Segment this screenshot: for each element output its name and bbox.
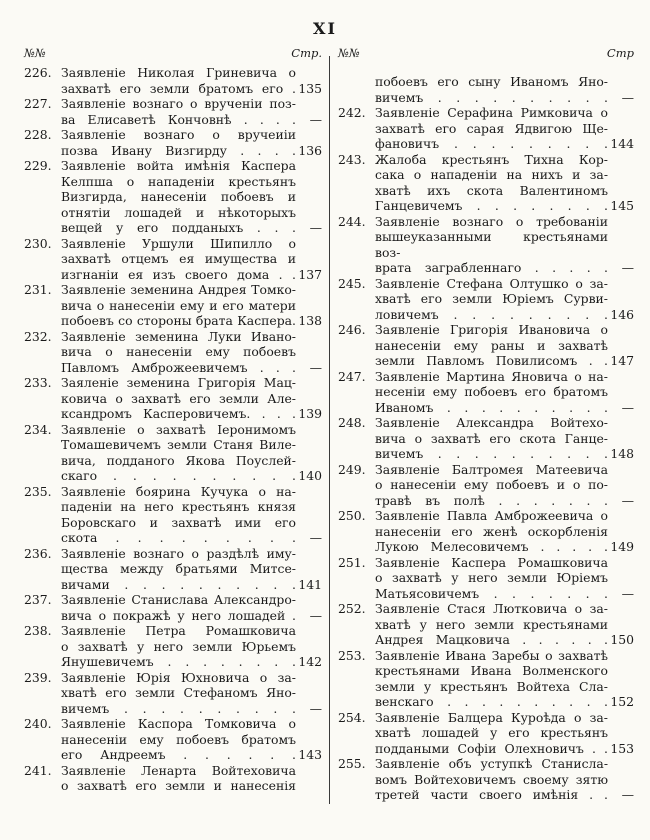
- toc-entry-page: —: [621, 399, 634, 415]
- toc-entry-number: 235.: [24, 483, 52, 499]
- toc-entry-line: Заявленіе Стася Лютковича о за-: [375, 601, 608, 616]
- toc-entry: [338, 601, 634, 648]
- toc-entry: [338, 462, 634, 509]
- toc-entry-line: Заяленіе земенина Григорія Мац-: [61, 375, 296, 390]
- toc-entry: [338, 369, 634, 416]
- toc-entry-line: вича о захватѣ его скота Ганце-: [375, 430, 608, 446]
- toc-entry-number: 230.: [24, 235, 52, 251]
- toc-entry-page: —: [621, 492, 634, 508]
- toc-entry-line: Заявленіе Балцера Куроѣда о за-: [375, 709, 608, 725]
- toc-entry: [24, 670, 322, 717]
- toc-entry-line: паденіи на него крестьянъ князя: [61, 499, 296, 514]
- toc-entry-line: Заявленіе земенина Луки Ивано-: [61, 328, 296, 344]
- toc-entry-number: 233.: [24, 375, 52, 390]
- toc-entry: [24, 763, 322, 794]
- toc-entry-number: 247.: [338, 368, 366, 384]
- right-column: [338, 46, 634, 803]
- toc-entry-page: 139: [298, 406, 322, 421]
- toc-entry-page: 149: [610, 539, 634, 554]
- toc-entry-line: Заявленіе Юрія Юхновича о за-: [61, 669, 296, 685]
- toc-entry-line: Заявленіе Мартина Яновича о на-: [375, 368, 608, 384]
- toc-entry-line: отнятіи лошадей и нѣкоторыхъ: [61, 204, 296, 220]
- toc-entry-page: 146: [610, 306, 634, 322]
- toc-entry-line: нанесеніи ему раны и захватѣ: [375, 337, 608, 353]
- toc-entry-line: хватѣ его земли Стефаномъ Яно-: [61, 685, 296, 700]
- toc-entry: [24, 592, 322, 623]
- toc-entry-number: 238.: [24, 623, 52, 638]
- toc-entry-page: 143: [298, 747, 322, 762]
- toc-entry: [338, 648, 634, 710]
- column-divider-rule: [329, 56, 330, 804]
- toc-entry-line: крестьянами Ивана Волменского: [375, 663, 608, 678]
- toc-entry-number: 228.: [24, 127, 52, 142]
- toc-entry: [24, 375, 322, 422]
- toc-entry-line: вомъ Войтеховичемъ своему зятю: [375, 771, 608, 787]
- toc-entry: [24, 96, 322, 127]
- toc-entry-number: 241.: [24, 762, 52, 778]
- toc-entry-line: Заявленіе вознаго о требованіи: [375, 213, 608, 229]
- toc-entry-number: 250.: [338, 508, 366, 523]
- toc-entry-number: 255.: [338, 756, 366, 771]
- toc-entry-line: вича, подданого Якова Поуслей-: [61, 452, 296, 468]
- toc-entry-line: о захватѣ у него земли Юріемъ: [375, 570, 608, 585]
- toc-entry-line: его Андреемъ . . . . . .: [61, 747, 296, 762]
- toc-entry-line: захватѣ его земли братомъ его .: [61, 80, 296, 96]
- right-column-entries: [338, 74, 634, 803]
- toc-entry-line: Лукою Мелесовичемъ . . . . .: [375, 539, 608, 554]
- toc-entry-line: вичемъ . . . . . . . . . .: [375, 446, 608, 461]
- toc-entry-line: Заявленіе Каспора Томковича о: [61, 716, 296, 731]
- toc-entry-line: побоевъ его сыну Иваномъ Яно-: [375, 74, 608, 89]
- toc-entry: [24, 236, 322, 283]
- toc-entry-line: Янушевичемъ . . . . . . . .: [61, 654, 296, 669]
- toc-entry-line: вещей у его подданыхъ . . .: [61, 220, 296, 235]
- page-column-label: Стр.: [291, 46, 322, 60]
- toc-entry-line: вича о покражѣ у него лошадей .: [61, 607, 296, 623]
- toc-entry-line: Келпша о нападеніи крестьянъ: [61, 173, 296, 189]
- toc-entry-line: Заявленіе Александра Войтехо-: [375, 415, 608, 430]
- toc-entry-line: Заявленіе Стефана Олтушко о за-: [375, 275, 608, 291]
- toc-entry-page: 147: [610, 353, 634, 368]
- toc-entry: [24, 716, 322, 763]
- toc-entry-number: 242.: [338, 105, 366, 120]
- toc-entry: [338, 74, 634, 105]
- toc-entry: [338, 276, 634, 323]
- toc-entry-line: венскаго . . . . . . . . . .: [375, 694, 608, 709]
- toc-entry-number: 234.: [24, 421, 52, 437]
- toc-entry-line: несеніи ему побоевъ его братомъ: [375, 384, 608, 399]
- toc-entry: [24, 282, 322, 329]
- toc-entry-line: Заявленіе Балтромея Матеевича: [375, 461, 608, 477]
- toc-entry-line: нанесеніи ему побоевъ братомъ: [61, 731, 296, 747]
- toc-entry-page: 136: [298, 142, 322, 158]
- toc-entry-number: 237.: [24, 592, 52, 607]
- left-column: [24, 46, 322, 794]
- toc-entry-number: 254.: [338, 709, 366, 725]
- toc-entry-number: 253.: [338, 647, 366, 663]
- toc-entry-line: захватѣ его сарая Ядвигою Ще-: [375, 120, 608, 136]
- toc-entry-line: ксандромъ Касперовичемъ. . . .: [61, 406, 296, 421]
- toc-entry-page: —: [309, 220, 322, 235]
- toc-entry-line: Андрея Мацковича . . . . . .: [375, 632, 608, 647]
- toc-entry-page: 141: [298, 576, 322, 592]
- toc-entry-page: —: [621, 89, 634, 105]
- toc-entry-line: побоевъ со стороны брата Каспера.: [61, 313, 296, 328]
- toc-entry-line: травѣ въ полѣ . . . . . . .: [375, 492, 608, 508]
- toc-entry-line: Заявленіе Ленарта Войтеховича: [61, 762, 296, 778]
- right-column-header: [338, 46, 634, 60]
- toc-entry: [338, 508, 634, 555]
- toc-entry-line: Заявленіе Павла Амброжеевича о: [375, 508, 608, 523]
- toc-entry-page: 140: [298, 468, 322, 483]
- toc-entry-page: 145: [610, 198, 634, 213]
- toc-entry-line: Иваномъ . . . . . . . . . .: [375, 399, 608, 415]
- toc-entry-line: хватѣ лошадей у его крестьянъ: [375, 725, 608, 740]
- toc-entry-line: сака о нападеніи на нихъ и за-: [375, 167, 608, 182]
- toc-entry: [338, 214, 634, 276]
- toc-entry-line: Заявленіе Уршули Шипилло о: [61, 235, 296, 251]
- toc-entry: [24, 127, 322, 158]
- toc-entry-line: о нанесеніи ему побоевъ и о по-: [375, 477, 608, 492]
- toc-entry-line: Павломъ Амброжеевичемъ . . .: [61, 359, 296, 375]
- toc-entry-number: 232.: [24, 328, 52, 344]
- toc-entry-number: 249.: [338, 461, 366, 477]
- toc-entry-number: 243.: [338, 151, 366, 167]
- toc-entry-page: 138: [298, 313, 322, 328]
- toc-entry-line: о захватѣ у него земли Юрьемъ: [61, 638, 296, 654]
- toc-entry-page: —: [309, 111, 322, 127]
- toc-entry-number: 252.: [338, 601, 366, 616]
- toc-entry-page: 150: [610, 632, 634, 647]
- toc-entry-line: Заявленіе вознаго о врученіи поз-: [61, 96, 296, 111]
- toc-entry: [338, 105, 634, 152]
- toc-entry-line: хватѣ ихъ скота Валентиномъ: [375, 182, 608, 198]
- numbers-column-label: №№: [24, 46, 46, 60]
- toc-entry-number: 239.: [24, 669, 52, 685]
- toc-entry-line: о захватѣ его земли и нанесенія: [61, 778, 296, 793]
- toc-entry-page: 148: [610, 446, 634, 461]
- toc-entry-page: —: [309, 700, 322, 716]
- toc-entry-line: врата заграбленнаго . . . . .: [375, 260, 608, 275]
- toc-entry-line: Заявленіе Николая Гриневича о: [61, 65, 296, 80]
- toc-entry: [338, 322, 634, 369]
- toc-entry-line: Заявленіе войта имѣнія Каспера: [61, 158, 296, 173]
- toc-entry-line: Визгирда, нанесеніи побоевъ и: [61, 189, 296, 204]
- toc-entry-line: хватѣ его земли Юріемъ Сурви-: [375, 291, 608, 306]
- toc-entry-line: Матьясовичемъ . . . . . . .: [375, 585, 608, 601]
- toc-entry-line: Ганцевичемъ . . . . . . . .: [375, 198, 608, 213]
- toc-entry-line: третей части своего имѣнія . .: [375, 787, 608, 802]
- page-column-label: Стр: [606, 46, 634, 60]
- toc-entry-page: —: [621, 787, 634, 802]
- toc-entry-line: скаго . . . . . . . . . .: [61, 468, 296, 483]
- toc-entry-line: Заявленіе Каспера Ромашковича: [375, 554, 608, 570]
- toc-entry-line: вича о нанесеніи ему и его матери: [61, 297, 296, 313]
- toc-entry-line: Заявленіе Григорія Ивановича о: [375, 322, 608, 337]
- toc-entry: [24, 158, 322, 236]
- toc-entry-line: Заявленіе вознаго о вручеиіи: [61, 127, 296, 142]
- toc-entry-number: 248.: [338, 415, 366, 430]
- toc-entry-line: Боровскаго и захватѣ ими его: [61, 514, 296, 530]
- toc-entry-number: 229.: [24, 158, 52, 173]
- toc-entry-line: скота . . . . . . . . .: [61, 530, 296, 545]
- toc-entry-line: захватѣ отцемъ ея имущества и: [61, 251, 296, 266]
- toc-entry-page: —: [309, 359, 322, 375]
- toc-entry-line: Заявленіе Ивана Заребы о захватѣ: [375, 647, 608, 663]
- toc-entry-line: позва Ивану Визгирду . . . .: [61, 142, 296, 158]
- toc-entry: [24, 623, 322, 670]
- toc-entry-line: Заявленіе Станислава Александро-: [61, 592, 296, 607]
- toc-entry-line: ва Елисаветѣ Кончовнѣ . . . .: [61, 111, 296, 127]
- toc-entry-line: земли у крестьянъ Войтеха Сла-: [375, 678, 608, 694]
- toc-entry: [24, 422, 322, 484]
- toc-entry-line: фановичъ . . . . . . . . .: [375, 136, 608, 151]
- toc-entry-line: Жалоба крестьянъ Тихна Кор-: [375, 151, 608, 167]
- toc-entry-page: 135: [298, 80, 322, 96]
- toc-entry-line: вичами . . . . . . . . . .: [61, 576, 296, 592]
- numbers-column-label: №№: [338, 46, 360, 60]
- toc-entry: [338, 710, 634, 757]
- toc-entry-number: 231.: [24, 282, 52, 297]
- toc-entry-number: 246.: [338, 322, 366, 337]
- toc-entry-page: 144: [610, 136, 634, 151]
- left-column-header: [24, 46, 322, 60]
- left-column-entries: [24, 65, 322, 794]
- toc-entry-page: —: [621, 260, 634, 275]
- toc-entry-line: хватѣ у него земли крестьянами: [375, 616, 608, 632]
- toc-entry-number: 244.: [338, 213, 366, 229]
- toc-entry-number: 251.: [338, 554, 366, 570]
- page-folio: XI: [313, 19, 337, 38]
- toc-entry-line: щества между братьями Митсе-: [61, 561, 296, 576]
- toc-entry-page: 153: [610, 740, 634, 756]
- toc-entry: [338, 555, 634, 602]
- toc-entry-line: земли Павломъ Повилисомъ . .: [375, 353, 608, 368]
- toc-entry-line: изгнаніи ея изъ своего дома . .: [61, 266, 296, 282]
- toc-entry-number: 240.: [24, 716, 52, 731]
- toc-entry-page: —: [621, 585, 634, 601]
- toc-entry-page: —: [309, 530, 322, 545]
- toc-entry-line: нанесеніи его женѣ оскорбленія: [375, 523, 608, 539]
- toc-entry: [338, 415, 634, 462]
- toc-entry-line: Заявленіе Петра Ромашковича: [61, 623, 296, 638]
- toc-entry-line: Томашевичемъ земли Станя Виле-: [61, 437, 296, 452]
- toc-entry: [24, 546, 322, 593]
- toc-entry-line: Заявленіе Серафина Римковича о: [375, 105, 608, 120]
- toc-entry: [24, 484, 322, 546]
- toc-entry-line: Заявленіе объ уступкѣ Станисла-: [375, 756, 608, 771]
- toc-entry-page: 152: [610, 694, 634, 709]
- toc-entry: [338, 152, 634, 214]
- toc-entry-number: 236.: [24, 545, 52, 561]
- toc-entry-page: —: [309, 607, 322, 623]
- toc-entry-line: вышеуказанными крестьянами воз-: [375, 229, 608, 260]
- toc-entry: [24, 329, 322, 376]
- toc-entry-line: ковича о захватѣ его земли Але-: [61, 390, 296, 406]
- toc-entry-number: 226.: [24, 65, 52, 80]
- toc-entry-line: вича о нанесеніи ему побоевъ: [61, 344, 296, 359]
- toc-entry-line: вичемъ . . . . . . . . . .: [61, 700, 296, 716]
- toc-entry-page: 142: [298, 654, 322, 669]
- toc-entry-line: Заявленіе вознаго о раздѣлѣ иму-: [61, 545, 296, 561]
- toc-entry-page: 137: [298, 266, 322, 282]
- toc-entry-line: ловичемъ . . . . . . . . .: [375, 306, 608, 322]
- toc-entry-line: Заявленіе земенина Андрея Томко-: [61, 282, 296, 297]
- toc-entry-line: Заявленіе боярина Кучука о на-: [61, 483, 296, 499]
- toc-entry-line: поддаными Софіи Олехновичъ . .: [375, 740, 608, 756]
- toc-entry: [338, 756, 634, 803]
- toc-entry-number: 227.: [24, 96, 52, 111]
- toc-entry-line: вичемъ . . . . . . . . . .: [375, 89, 608, 105]
- toc-entry: [24, 65, 322, 96]
- toc-entry-line: Заявленіе о захватѣ Іеронимомъ: [61, 421, 296, 437]
- toc-entry-number: 245.: [338, 275, 366, 291]
